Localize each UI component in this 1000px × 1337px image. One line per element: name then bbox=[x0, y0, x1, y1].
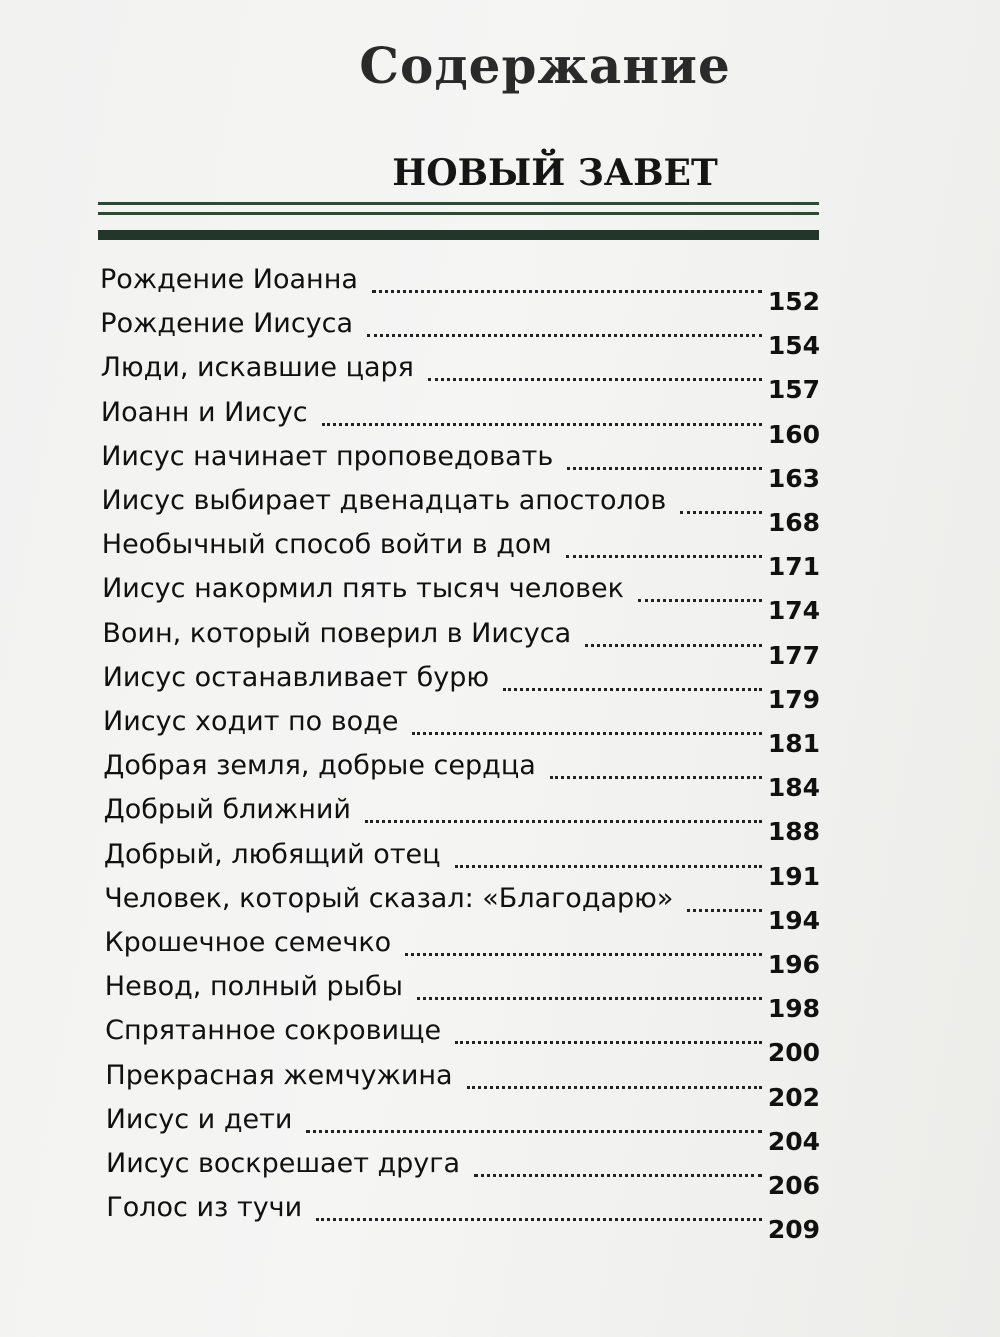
toc-entry bbox=[0, 700, 1000, 758]
toc-leader-dots bbox=[412, 732, 762, 735]
toc-leader-dots bbox=[638, 599, 762, 602]
toc-leader-dots bbox=[550, 776, 762, 779]
toc-entry bbox=[0, 302, 1000, 361]
toc-entry bbox=[0, 833, 1000, 891]
toc-leader-dots bbox=[367, 334, 762, 337]
toc-entry-page-number: 154 bbox=[767, 331, 820, 361]
toc-entry-page-number: 168 bbox=[767, 508, 820, 537]
toc-entry-title: Добрый ближний bbox=[103, 794, 351, 826]
toc-leader-dots bbox=[455, 1041, 762, 1044]
toc-leader-dots bbox=[567, 467, 762, 470]
toc-entry bbox=[0, 1054, 1000, 1112]
toc-entry bbox=[0, 965, 1000, 1024]
toc-entry-page-number: 191 bbox=[767, 861, 820, 891]
toc-leader-dots bbox=[316, 1218, 762, 1221]
toc-entry-page-number: 184 bbox=[767, 773, 820, 803]
toc-leader-dots bbox=[365, 820, 762, 823]
toc-entry-title: Спрятанное сокровище bbox=[105, 1015, 442, 1047]
toc-leader-dots bbox=[455, 865, 762, 868]
toc-entry-page-number: 198 bbox=[767, 994, 820, 1024]
toc-entry bbox=[0, 479, 1000, 537]
toc-entry-title: Рождение Иоанна bbox=[100, 264, 358, 295]
toc-entry bbox=[0, 877, 1000, 935]
toc-leader-dots bbox=[372, 290, 762, 293]
toc-entry-page-number: 163 bbox=[767, 463, 820, 493]
toc-entry-page-number: 181 bbox=[767, 729, 820, 758]
toc-leader-dots bbox=[306, 1130, 762, 1133]
toc-entry bbox=[0, 656, 1000, 714]
toc-entry-title: Рождение Иисуса bbox=[100, 308, 354, 340]
toc-entry bbox=[0, 435, 1000, 493]
toc-entry bbox=[0, 1186, 1000, 1245]
toc-leader-dots bbox=[467, 1086, 762, 1089]
toc-entry bbox=[0, 1098, 1000, 1156]
toc-entry-page-number: 209 bbox=[767, 1215, 820, 1245]
toc-entry bbox=[0, 346, 1000, 405]
toc-entry-page-number: 171 bbox=[767, 552, 820, 582]
toc-entry-title: Иисус ходит по воде bbox=[103, 706, 399, 737]
toc-leader-dots bbox=[680, 511, 762, 514]
toc-leader-dots bbox=[428, 378, 762, 381]
toc-entry-page-number: 206 bbox=[767, 1171, 820, 1200]
toc-entry-title: Иисус накормил пять тысяч человек bbox=[102, 573, 624, 605]
toc-entry-title: Воин, который поверил в Иисуса bbox=[102, 617, 572, 649]
toc-entry-page-number: 188 bbox=[767, 817, 820, 847]
toc-entry bbox=[0, 921, 1000, 979]
toc-leader-dots bbox=[474, 1174, 762, 1177]
toc-entry-title: Прекрасная жемчужина bbox=[105, 1059, 453, 1091]
toc-entry bbox=[0, 1142, 1000, 1200]
toc-leader-dots bbox=[503, 688, 762, 691]
toc-entry-title: Голос из тучи bbox=[106, 1192, 303, 1224]
toc-entry-title: Иисус выбирает двенадцать апостолов bbox=[101, 485, 667, 516]
toc-entry bbox=[0, 523, 1000, 582]
toc-entry bbox=[0, 788, 1000, 847]
toc-entry-title: Добрая земля, добрые сердца bbox=[103, 750, 536, 782]
toc-entry-page-number: 200 bbox=[767, 1038, 820, 1068]
toc-leader-dots bbox=[322, 423, 762, 426]
toc-entry-title: Иисус воскрешает друга bbox=[106, 1148, 461, 1179]
toc-entry bbox=[0, 391, 1000, 449]
toc-entry-page-number: 204 bbox=[767, 1126, 820, 1156]
toc-entry-page-number: 157 bbox=[767, 375, 820, 405]
page-title: Содержание bbox=[359, 36, 731, 95]
toc-leader-dots bbox=[585, 644, 762, 647]
toc-entry-page-number: 177 bbox=[767, 640, 820, 670]
toc-leader-dots bbox=[566, 555, 762, 558]
toc-entry-title: Иисус останавливает бурю bbox=[102, 661, 490, 693]
toc-entry-page-number: 194 bbox=[767, 905, 820, 935]
toc-entry-title: Необычный способ войти в дом bbox=[101, 529, 552, 561]
toc-leader-dots bbox=[405, 953, 762, 956]
toc-entry-title: Люди, искавшие царя bbox=[100, 352, 414, 384]
toc-entry-title: Иоанн и Иисус bbox=[100, 396, 308, 428]
toc-entry-title: Добрый, любящий отец bbox=[103, 838, 441, 870]
toc-entry bbox=[0, 612, 1000, 670]
toc-entry-title: Иисус начинает проповедовать bbox=[101, 440, 554, 472]
toc-entry-page-number: 160 bbox=[767, 419, 820, 449]
toc-entry-title: Человек, который сказал: «Благодарю» bbox=[104, 882, 674, 914]
toc-entry bbox=[0, 1009, 1000, 1068]
section-heading: НОВЫЙ ЗАВЕТ bbox=[392, 152, 718, 194]
toc-entry bbox=[0, 258, 1000, 316]
toc-leader-dots bbox=[687, 909, 762, 912]
toc-entry-title: Иисус и дети bbox=[105, 1103, 293, 1135]
toc-entry-title: Крошечное семечко bbox=[104, 927, 392, 958]
toc-entry-page-number: 196 bbox=[767, 950, 820, 979]
toc-entry-page-number: 174 bbox=[767, 596, 820, 626]
toc-entry-page-number: 202 bbox=[767, 1082, 820, 1112]
toc-entry bbox=[0, 567, 1000, 626]
toc-entry-page-number: 152 bbox=[767, 287, 820, 316]
toc-entry-title: Невод, полный рыбы bbox=[104, 971, 403, 1003]
toc-entry-page-number: 179 bbox=[767, 684, 820, 714]
toc-leader-dots bbox=[417, 997, 762, 1000]
toc-entry bbox=[0, 744, 1000, 803]
